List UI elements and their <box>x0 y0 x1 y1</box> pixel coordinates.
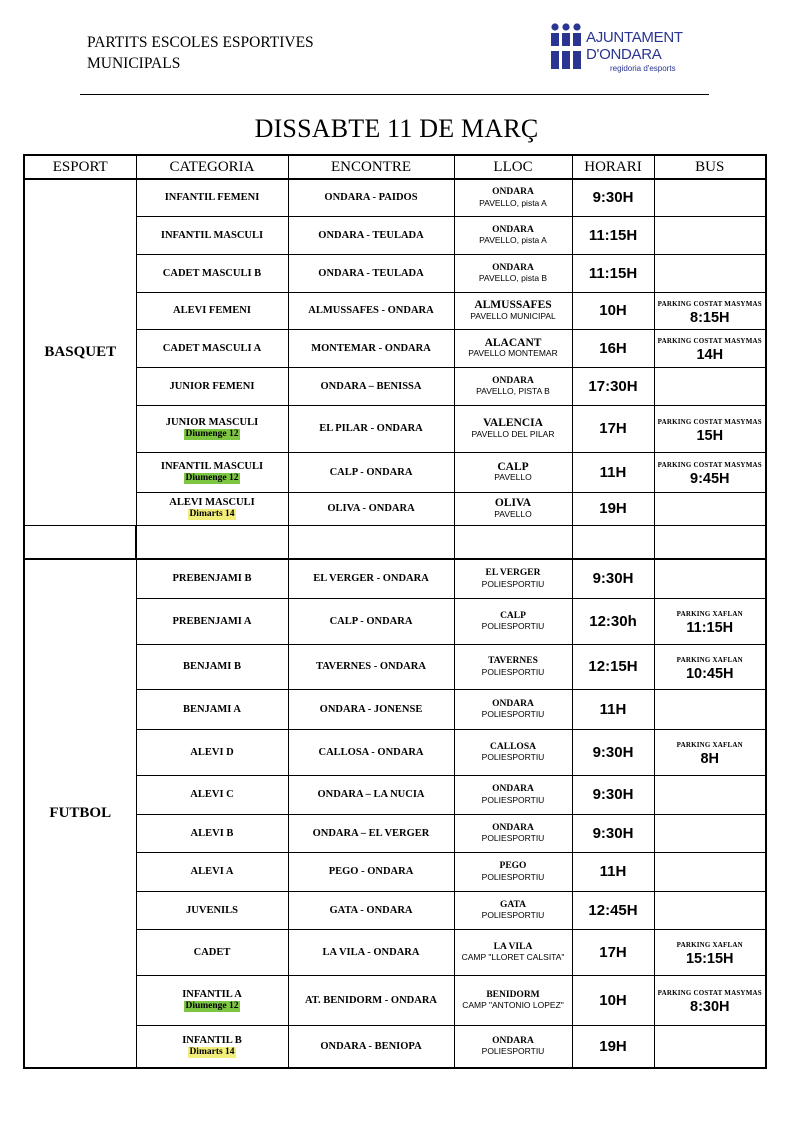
category-cell <box>136 729 288 775</box>
time-cell: 17:30H <box>572 367 654 405</box>
venue-cell <box>454 452 572 492</box>
col-header-categoria: CATEGORIA <box>136 155 288 179</box>
bus-cell <box>654 405 766 452</box>
time-cell: 11:15H <box>572 254 654 292</box>
category-cell <box>136 292 288 329</box>
venue-city: ONDARA <box>492 262 534 273</box>
table-row <box>24 644 766 689</box>
bus-departure-time: 9:45H <box>690 471 730 487</box>
venue-cell <box>454 179 572 216</box>
venue-name: PAVELLO, pista B <box>478 273 548 283</box>
category-cell <box>136 559 288 598</box>
venue-city: CALP <box>497 460 529 473</box>
empty-cell <box>24 525 136 559</box>
category-cell <box>136 179 288 216</box>
logo-text-regidoria: regidoria d'esports <box>610 64 676 73</box>
venue-cell <box>454 929 572 975</box>
match-cell: ONDARA - BENIOPA <box>288 1025 454 1068</box>
venue-city: ONDARA <box>492 1035 534 1046</box>
bus-departure-time: 8:30H <box>690 999 730 1015</box>
time-cell: 11H <box>572 452 654 492</box>
bus-cell <box>654 852 766 891</box>
time-cell: 17H <box>572 929 654 975</box>
venue-name: POLIESPORTIU <box>481 709 545 719</box>
venue-city: ONDARA <box>492 698 534 709</box>
bus-pickup-place: PARKING XAFLAN <box>676 610 743 618</box>
table-row <box>24 775 766 814</box>
venue-cell <box>454 644 572 689</box>
day-badge: Diumenge 12 <box>185 1000 239 1011</box>
category-cell <box>136 775 288 814</box>
category-label: CADET <box>193 946 231 958</box>
bus-pickup-place: PARKING XAFLAN <box>676 655 743 664</box>
header-divider <box>80 94 709 95</box>
bus-cell <box>654 1025 766 1068</box>
empty-cell <box>654 525 766 559</box>
bus-departure-time: 15H <box>696 427 724 444</box>
match-cell: EL PILAR - ONDARA <box>288 405 454 452</box>
table-row <box>24 367 766 405</box>
venue-city: EL VERGER <box>485 568 541 579</box>
bus-cell <box>654 367 766 405</box>
venue-cell <box>454 559 572 598</box>
category-cell <box>136 329 288 367</box>
header-line-1: PARTITS ESCOLES ESPORTIVES <box>87 34 314 51</box>
table-row <box>24 689 766 729</box>
bus-cell <box>654 329 766 367</box>
venue-name: POLIESPORTIU <box>481 833 545 843</box>
category-label: JUVENILS <box>186 904 238 916</box>
match-cell: ONDARA – LA NUCIA <box>288 775 454 814</box>
table-row <box>24 729 766 775</box>
category-label: PREBENJAMI B <box>172 573 252 585</box>
match-cell: ONDARA – EL VERGER <box>288 814 454 852</box>
match-cell: ONDARA - TEULADA <box>288 216 454 254</box>
time-cell: 10H <box>572 975 654 1025</box>
col-header-bus: BUS <box>654 155 766 179</box>
table-row <box>24 452 766 492</box>
bus-cell <box>654 452 766 492</box>
table-row <box>24 814 766 852</box>
category-cell <box>136 492 288 525</box>
col-header-lloc: LLOC <box>454 155 572 179</box>
bus-departure-time: 11:15H <box>686 620 734 636</box>
table-row <box>24 891 766 929</box>
bus-pickup-place: PARKING COSTAT MASYMAS <box>657 299 762 308</box>
bus-departure-time: 8:15H <box>690 309 730 326</box>
match-cell: AT. BENIDORM - ONDARA <box>288 975 454 1025</box>
venue-city: PEGO <box>499 861 527 871</box>
time-cell: 19H <box>572 492 654 525</box>
match-cell: MONTEMAR - ONDARA <box>288 329 454 367</box>
venue-city: CALLOSA <box>490 741 536 752</box>
schedule-body <box>24 179 766 1068</box>
page-title: DISSABTE 11 DE MARÇ <box>254 114 539 143</box>
category-label: BENJAMI B <box>182 661 242 672</box>
match-cell: ONDARA - TEULADA <box>288 254 454 292</box>
bus-pickup-place: PARKING XAFLAN <box>676 941 743 949</box>
match-cell: EL VERGER - ONDARA <box>288 559 454 598</box>
venue-name: POLIESPORTIU <box>481 794 545 805</box>
venue-name: CAMP "LLORET CALSITA" <box>461 952 565 962</box>
category-cell <box>136 852 288 891</box>
venue-cell <box>454 975 572 1025</box>
match-cell: TAVERNES - ONDARA <box>288 644 454 689</box>
venue-name: PAVELLO MONTEMAR <box>468 348 558 358</box>
category-cell <box>136 644 288 689</box>
category-cell <box>136 452 288 492</box>
category-label: JUNIOR MASCULI <box>165 417 259 428</box>
category-cell <box>136 814 288 852</box>
time-cell: 9:30H <box>572 559 654 598</box>
venue-name: POLIESPORTIU <box>481 910 545 920</box>
bus-cell <box>654 929 766 975</box>
header-line-2: MUNICIPALS <box>87 55 181 72</box>
table-row <box>24 216 766 254</box>
venue-cell <box>454 729 572 775</box>
col-header-horari: HORARI <box>572 155 654 179</box>
bus-cell <box>654 891 766 929</box>
venue-cell <box>454 292 572 329</box>
venue-city: ONDARA <box>492 224 534 235</box>
venue-cell <box>454 852 572 891</box>
venue-cell <box>454 405 572 452</box>
venue-city: ONDARA <box>492 375 534 386</box>
bus-cell <box>654 559 766 598</box>
time-cell: 9:30H <box>572 179 654 216</box>
venue-cell <box>454 254 572 292</box>
time-cell: 11H <box>572 689 654 729</box>
match-cell: CALP - ONDARA <box>288 598 454 644</box>
time-cell: 12:15H <box>572 644 654 689</box>
empty-cell <box>136 525 288 559</box>
bus-departure-time: 15:15H <box>685 951 734 967</box>
time-cell: 9:30H <box>572 775 654 814</box>
venue-cell <box>454 775 572 814</box>
time-cell: 10H <box>572 292 654 329</box>
bus-pickup-place: PARKING COSTAT MASYMAS <box>657 417 762 426</box>
category-label: INFANTIL B <box>182 1034 242 1046</box>
category-cell <box>136 689 288 729</box>
match-cell: GATA - ONDARA <box>288 891 454 929</box>
table-row <box>24 852 766 891</box>
table-row <box>24 598 766 644</box>
logo-text-ajuntament: AJUNTAMENT <box>586 29 683 46</box>
bus-cell <box>654 689 766 729</box>
match-cell: ONDARA - JONENSE <box>288 689 454 729</box>
venue-name: PAVELLO <box>494 508 532 519</box>
day-badge: Dimarts 14 <box>189 1046 235 1057</box>
venue-cell <box>454 1025 572 1068</box>
bus-pickup-place: PARKING COSTAT MASYMAS <box>657 989 762 997</box>
time-cell: 9:30H <box>572 814 654 852</box>
table-row <box>24 929 766 975</box>
table-row <box>24 1025 766 1068</box>
empty-cell <box>454 525 572 559</box>
venue-city: ONDARA <box>492 187 534 198</box>
venue-city: ONDARA <box>492 784 534 794</box>
venue-name: PAVELLO <box>494 472 532 482</box>
venue-cell <box>454 216 572 254</box>
category-label: ALEVI FEMENI <box>173 305 251 316</box>
venue-city: BENIDORM <box>486 989 540 1000</box>
table-row <box>24 405 766 452</box>
category-cell <box>136 405 288 452</box>
venue-name: PAVELLO MUNICIPAL <box>470 310 556 321</box>
table-row <box>24 559 766 598</box>
table-row <box>24 179 766 216</box>
category-label: ALEVI A <box>190 866 234 877</box>
table-row <box>24 292 766 329</box>
category-label: INFANTIL MASCULI <box>160 460 264 472</box>
venue-name: PAVELLO, pista A <box>479 197 547 208</box>
venue-city: TAVERNES <box>488 656 538 666</box>
venue-cell <box>454 329 572 367</box>
venue-name: PAVELLO, PISTA B <box>476 386 550 396</box>
venue-name: POLIESPORTIU <box>481 621 545 631</box>
match-cell: CALP - ONDARA <box>288 452 454 492</box>
venue-city: GATA <box>499 899 527 910</box>
time-cell: 19H <box>572 1025 654 1068</box>
category-label: ALEVI B <box>190 827 234 839</box>
empty-cell <box>288 525 454 559</box>
venue-city: ONDARA <box>492 822 534 833</box>
bus-cell <box>654 975 766 1025</box>
match-cell: LA VILA - ONDARA <box>288 929 454 975</box>
bus-departure-time: 10:45H <box>685 665 734 682</box>
venue-name: PAVELLO, pista A <box>479 235 547 245</box>
bus-pickup-place: PARKING XAFLAN <box>676 741 743 749</box>
col-header-encontre: ENCONTRE <box>288 155 454 179</box>
venue-city: OLIVA <box>494 497 532 509</box>
category-label: INFANTIL A <box>182 988 242 1000</box>
bus-pickup-place: PARKING COSTAT MASYMAS <box>657 337 762 345</box>
venue-name: POLIESPORTIU <box>481 1046 545 1057</box>
bus-cell <box>654 179 766 216</box>
match-cell: ONDARA – BENISSA <box>288 367 454 405</box>
bus-cell <box>654 598 766 644</box>
bus-cell <box>654 254 766 292</box>
table-row <box>24 254 766 292</box>
category-label: INFANTIL FEMENI <box>164 192 260 204</box>
venue-city: CALP <box>500 610 526 621</box>
empty-cell <box>572 525 654 559</box>
bus-cell <box>654 292 766 329</box>
table-row <box>24 975 766 1025</box>
venue-city: ALMUSSAFES <box>474 299 552 311</box>
venue-cell <box>454 689 572 729</box>
match-cell: CALLOSA - ONDARA <box>288 729 454 775</box>
category-cell <box>136 254 288 292</box>
document-header <box>87 32 314 74</box>
category-label: ALEVI C <box>190 789 234 800</box>
time-cell: 12:45H <box>572 891 654 929</box>
category-label: CADET MASCULI B <box>162 267 262 279</box>
logo-text-ondara: D'ONDARA <box>586 46 662 63</box>
bus-cell <box>654 216 766 254</box>
category-cell <box>136 598 288 644</box>
time-cell: 9:30H <box>572 729 654 775</box>
venue-city: LA VILA <box>493 941 533 952</box>
category-cell <box>136 891 288 929</box>
bus-pickup-place: PARKING COSTAT MASYMAS <box>657 461 762 469</box>
category-label: CADET MASCULI A <box>162 342 262 354</box>
venue-cell <box>454 367 572 405</box>
venue-cell <box>454 492 572 525</box>
venue-name: POLIESPORTIU <box>481 871 545 882</box>
match-cell: PEGO - ONDARA <box>288 852 454 891</box>
match-cell: ALMUSSAFES - ONDARA <box>288 292 454 329</box>
category-cell <box>136 929 288 975</box>
bus-cell <box>654 644 766 689</box>
venue-city: VALENCIA <box>483 417 543 429</box>
day-badge: Diumenge 12 <box>185 472 239 483</box>
time-cell: 16H <box>572 329 654 367</box>
category-label: INFANTIL MASCULI <box>160 229 264 241</box>
bus-cell <box>654 814 766 852</box>
venue-cell <box>454 814 572 852</box>
sport-cell: BASQUET <box>24 179 136 525</box>
category-cell <box>136 367 288 405</box>
ajuntament-logo <box>548 22 708 74</box>
category-label: ALEVI D <box>190 746 234 758</box>
venue-cell <box>454 891 572 929</box>
category-label: JUNIOR FEMENI <box>169 380 255 392</box>
bus-cell <box>654 492 766 525</box>
time-cell: 11:15H <box>572 216 654 254</box>
time-cell: 12:30h <box>572 598 654 644</box>
venue-cell <box>454 598 572 644</box>
match-cell: OLIVA - ONDARA <box>288 492 454 525</box>
table-row <box>24 329 766 367</box>
venue-name: POLIESPORTIU <box>481 578 545 589</box>
time-cell: 11H <box>572 852 654 891</box>
bus-departure-time: 8H <box>700 751 720 767</box>
table-row <box>24 492 766 525</box>
time-cell: 17H <box>572 405 654 452</box>
venue-name: CAMP "ANTONIO LOPEZ" <box>462 1000 564 1010</box>
category-cell <box>136 216 288 254</box>
ajuntament-emblem-icon <box>548 22 584 74</box>
category-cell <box>136 975 288 1025</box>
schedule-table <box>23 154 767 1069</box>
venue-city: ALACANT <box>484 336 542 349</box>
sport-cell: FUTBOL <box>24 559 136 1068</box>
section-separator-row <box>24 525 766 559</box>
match-cell: ONDARA - PAIDOS <box>288 179 454 216</box>
bus-departure-time: 14H <box>696 347 724 363</box>
table-header-row <box>24 155 766 179</box>
venue-name: PAVELLO DEL PILAR <box>471 428 555 439</box>
category-cell <box>136 1025 288 1068</box>
category-label: PREBENJAMI A <box>172 615 252 627</box>
bus-cell <box>654 729 766 775</box>
day-badge: Diumenge 12 <box>185 429 239 439</box>
category-label: BENJAMI A <box>182 703 242 715</box>
venue-name: POLIESPORTIU <box>481 666 545 677</box>
col-header-esport: ESPORT <box>24 155 136 179</box>
bus-cell <box>654 775 766 814</box>
day-badge: Dimarts 14 <box>189 509 235 519</box>
venue-name: POLIESPORTIU <box>481 752 545 762</box>
category-label: ALEVI MASCULI <box>169 497 255 508</box>
